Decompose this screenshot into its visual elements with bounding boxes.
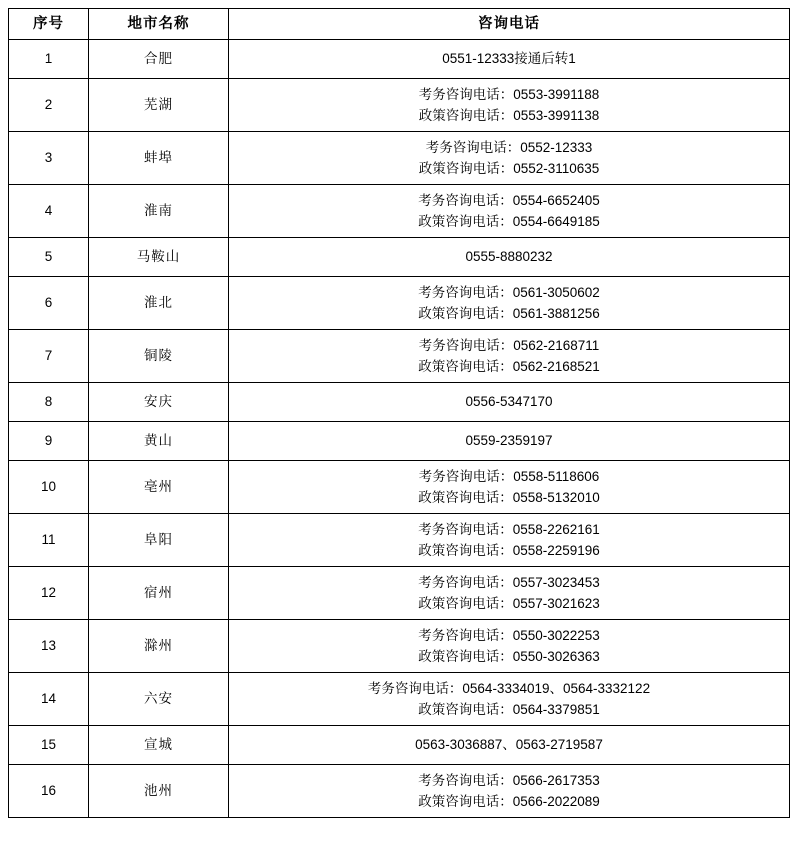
phone-line: 考务咨询电话：0550-3022253: [418, 628, 600, 643]
phone-line-group: [233, 395, 785, 409]
cell-city-name: 合肥: [89, 40, 229, 79]
cell-index: 4: [9, 185, 89, 238]
phone-line: 0559-2359197: [465, 433, 553, 449]
cell-phone-numbers: [229, 79, 790, 132]
cell-index: 12: [9, 567, 89, 620]
cell-index: 14: [9, 673, 89, 726]
table-row: [9, 673, 790, 726]
cell-index: 11: [9, 514, 89, 567]
cell-city-name: 滁州: [89, 620, 229, 673]
phone-line: 0551-12333接通后转1: [442, 51, 576, 67]
phone-line: 考务咨询电话：0564-3334019、0564-3332122: [367, 681, 651, 696]
table-row: [9, 40, 790, 79]
cell-city-name: 马鞍山: [89, 238, 229, 277]
phone-line: 政策咨询电话：0554-6649185: [418, 213, 600, 229]
cell-index: 13: [9, 620, 89, 673]
phone-line-group: [233, 286, 785, 320]
column-header-city: 地市名称: [89, 9, 229, 40]
cell-index: 9: [9, 422, 89, 461]
cell-phone-numbers: [229, 185, 790, 238]
cell-phone-numbers: [229, 620, 790, 673]
phone-line: 考务咨询电话：0557-3023453: [418, 575, 600, 590]
phone-line: 政策咨询电话：0558-5132010: [418, 489, 600, 505]
cell-city-name: 池州: [89, 765, 229, 818]
table-row: [9, 461, 790, 514]
phone-line: 政策咨询电话：0564-3379851: [418, 701, 600, 717]
cell-phone-numbers: [229, 383, 790, 422]
cell-index: 7: [9, 330, 89, 383]
table-row: [9, 277, 790, 330]
phone-line-group: [233, 682, 785, 716]
table-header-row: [9, 9, 790, 40]
cell-city-name: 阜阳: [89, 514, 229, 567]
table-row: [9, 620, 790, 673]
cell-index: 10: [9, 461, 89, 514]
table-row: [9, 79, 790, 132]
table-row: [9, 132, 790, 185]
column-header-phone: 咨询电话: [229, 9, 790, 40]
phone-line: 0556-5347170: [465, 394, 553, 410]
phone-line: 考务咨询电话：0561-3050602: [418, 285, 600, 300]
cell-phone-numbers: [229, 514, 790, 567]
phone-line-group: [233, 52, 785, 66]
cell-city-name: 蚌埠: [89, 132, 229, 185]
column-header-index: 序号: [9, 9, 89, 40]
phone-line-group: [233, 434, 785, 448]
cell-index: 3: [9, 132, 89, 185]
table-row: [9, 422, 790, 461]
phone-line-group: [233, 470, 785, 504]
cell-index: 6: [9, 277, 89, 330]
phone-line: 政策咨询电话：0557-3021623: [418, 595, 600, 611]
cell-phone-numbers: [229, 40, 790, 79]
cell-phone-numbers: [229, 422, 790, 461]
cell-city-name: 淮南: [89, 185, 229, 238]
phone-line: 考务咨询电话：0562-2168711: [418, 338, 600, 353]
table-row: [9, 765, 790, 818]
cell-city-name: 宿州: [89, 567, 229, 620]
phone-line-group: [233, 250, 785, 264]
table-row: [9, 185, 790, 238]
phone-line-group: [233, 194, 785, 228]
cell-city-name: 六安: [89, 673, 229, 726]
cell-city-name: 淮北: [89, 277, 229, 330]
table-row: [9, 238, 790, 277]
cell-city-name: 铜陵: [89, 330, 229, 383]
phone-line: 政策咨询电话：0550-3026363: [418, 648, 600, 664]
cell-index: 16: [9, 765, 89, 818]
phone-line-group: [233, 88, 785, 122]
table-header: [9, 9, 790, 40]
phone-line: 考务咨询电话：0558-2262161: [418, 522, 600, 537]
phone-line: 政策咨询电话：0552-3110635: [418, 160, 600, 176]
phone-line: 0555-8880232: [465, 249, 553, 265]
phone-line: 0563-3036887、0563-2719587: [415, 737, 603, 753]
phone-line: 考务咨询电话：0552-12333: [425, 140, 593, 155]
phone-line: 政策咨询电话：0562-2168521: [418, 358, 600, 374]
cell-phone-numbers: [229, 277, 790, 330]
phone-line-group: [233, 738, 785, 752]
cell-city-name: 安庆: [89, 383, 229, 422]
phone-line-group: [233, 629, 785, 663]
phone-line-group: [233, 774, 785, 808]
contact-phone-table: [8, 8, 790, 818]
table-row: [9, 383, 790, 422]
phone-line: 考务咨询电话：0554-6652405: [418, 193, 600, 208]
cell-phone-numbers: [229, 132, 790, 185]
phone-line: 考务咨询电话：0553-3991188: [418, 87, 600, 102]
table-row: [9, 330, 790, 383]
cell-phone-numbers: [229, 567, 790, 620]
cell-phone-numbers: [229, 238, 790, 277]
phone-line-group: [233, 576, 785, 610]
table-body: [9, 40, 790, 818]
phone-line-group: [233, 141, 785, 175]
cell-phone-numbers: [229, 765, 790, 818]
cell-city-name: 芜湖: [89, 79, 229, 132]
table-row: [9, 726, 790, 765]
phone-line: 政策咨询电话：0566-2022089: [418, 793, 600, 809]
cell-index: 1: [9, 40, 89, 79]
phone-line: 政策咨询电话：0561-3881256: [418, 305, 600, 321]
cell-phone-numbers: [229, 461, 790, 514]
phone-line: 考务咨询电话：0558-5118606: [418, 469, 600, 484]
table-row: [9, 567, 790, 620]
cell-phone-numbers: [229, 726, 790, 765]
phone-line-group: [233, 523, 785, 557]
cell-city-name: 宣城: [89, 726, 229, 765]
phone-line-group: [233, 339, 785, 373]
cell-index: 2: [9, 79, 89, 132]
phone-line: 考务咨询电话：0566-2617353: [418, 773, 600, 788]
table-row: [9, 514, 790, 567]
phone-line: 政策咨询电话：0558-2259196: [418, 542, 600, 558]
cell-phone-numbers: [229, 330, 790, 383]
cell-phone-numbers: [229, 673, 790, 726]
cell-city-name: 黄山: [89, 422, 229, 461]
cell-index: 15: [9, 726, 89, 765]
cell-index: 8: [9, 383, 89, 422]
cell-index: 5: [9, 238, 89, 277]
cell-city-name: 亳州: [89, 461, 229, 514]
phone-line: 政策咨询电话：0553-3991138: [418, 107, 600, 123]
